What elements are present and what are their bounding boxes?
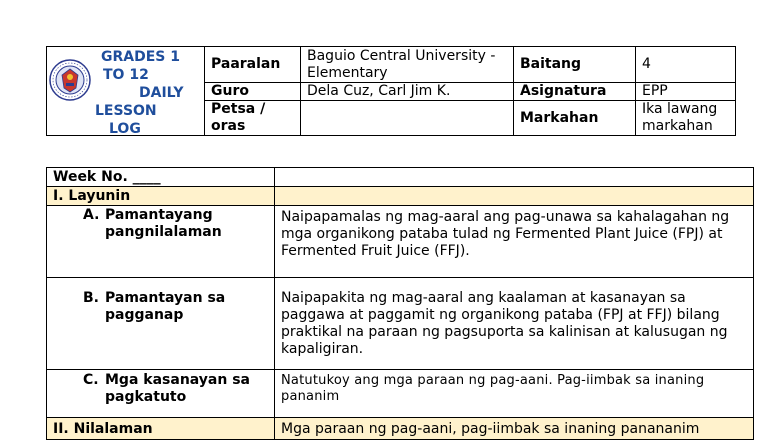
- content-standard-label: [47, 206, 275, 278]
- quarter-label: Markahan: [514, 101, 636, 136]
- item-label: Mga kasanayan sa pagkatuto: [105, 372, 250, 405]
- date-value: [301, 101, 514, 136]
- logo-cell: [47, 47, 205, 136]
- section-content: II. Nilalaman: [47, 418, 275, 440]
- title-line: LOG: [109, 121, 141, 137]
- grade-value: 4: [636, 47, 736, 83]
- grade-label: Baitang: [514, 47, 636, 83]
- competency-text: Natutukoy ang mga paraan ng pag-aani. Pag-iimbak sa inaning pananim: [275, 370, 754, 418]
- section-objectives-value: [275, 187, 754, 206]
- content-standard-text: Naipapamalas ng mag-aaral ang pag-unawa sa kahalagahan ng mga organikong pataba tulad ng Fermented Plant Juice (FPJ) at Fermented Fruit Juice (FFJ).: [275, 206, 754, 278]
- lesson-table: [46, 167, 754, 440]
- competency-label: [47, 370, 275, 418]
- week-number: Week No. ____: [47, 168, 275, 187]
- quarter-value: Ika lawang markahan: [636, 101, 736, 136]
- deped-seal-icon: [49, 59, 91, 101]
- performance-standard-text: Naipapakita ng mag-aaral ang kaalaman at kasanayan sa paggawa at paggamit ng organikong pataba (FPJ at FFJ) bilang praktikal na paraan ng pagsuporta sa kalinisan at kalusugan ng kapaligiran.: [275, 278, 754, 370]
- header-table: [46, 46, 736, 136]
- section-objectives: I. Layunin: [47, 187, 275, 206]
- date-label: Petsa / oras: [205, 101, 301, 136]
- item-label: Pamantayan sa pagganap: [105, 290, 226, 323]
- item-letter: A.: [83, 207, 100, 223]
- section-content-text: Mga paraan ng pag-aani, pag-iimbak sa inaning panananim: [275, 418, 754, 440]
- school-value: Baguio Central University - Elementary: [301, 47, 514, 83]
- dll-title: [95, 48, 191, 138]
- week-value: [275, 168, 754, 187]
- item-letter: C.: [83, 372, 99, 388]
- title-line: GRADES 1: [101, 49, 180, 65]
- performance-standard-label: [47, 278, 275, 370]
- school-label: Paaralan: [205, 47, 301, 83]
- title-line: TO 12: [103, 67, 149, 83]
- teacher-value: Dela Cuz, Carl Jim K.: [301, 83, 514, 101]
- subject-value: EPP: [636, 83, 736, 101]
- item-label: Pamantayang pangnilalaman: [105, 207, 222, 240]
- subject-label: Asignatura: [514, 83, 636, 101]
- title-line: LESSON: [95, 103, 157, 119]
- title-line: DAILY: [139, 85, 184, 101]
- teacher-label: Guro: [205, 83, 301, 101]
- item-letter: B.: [83, 290, 99, 306]
